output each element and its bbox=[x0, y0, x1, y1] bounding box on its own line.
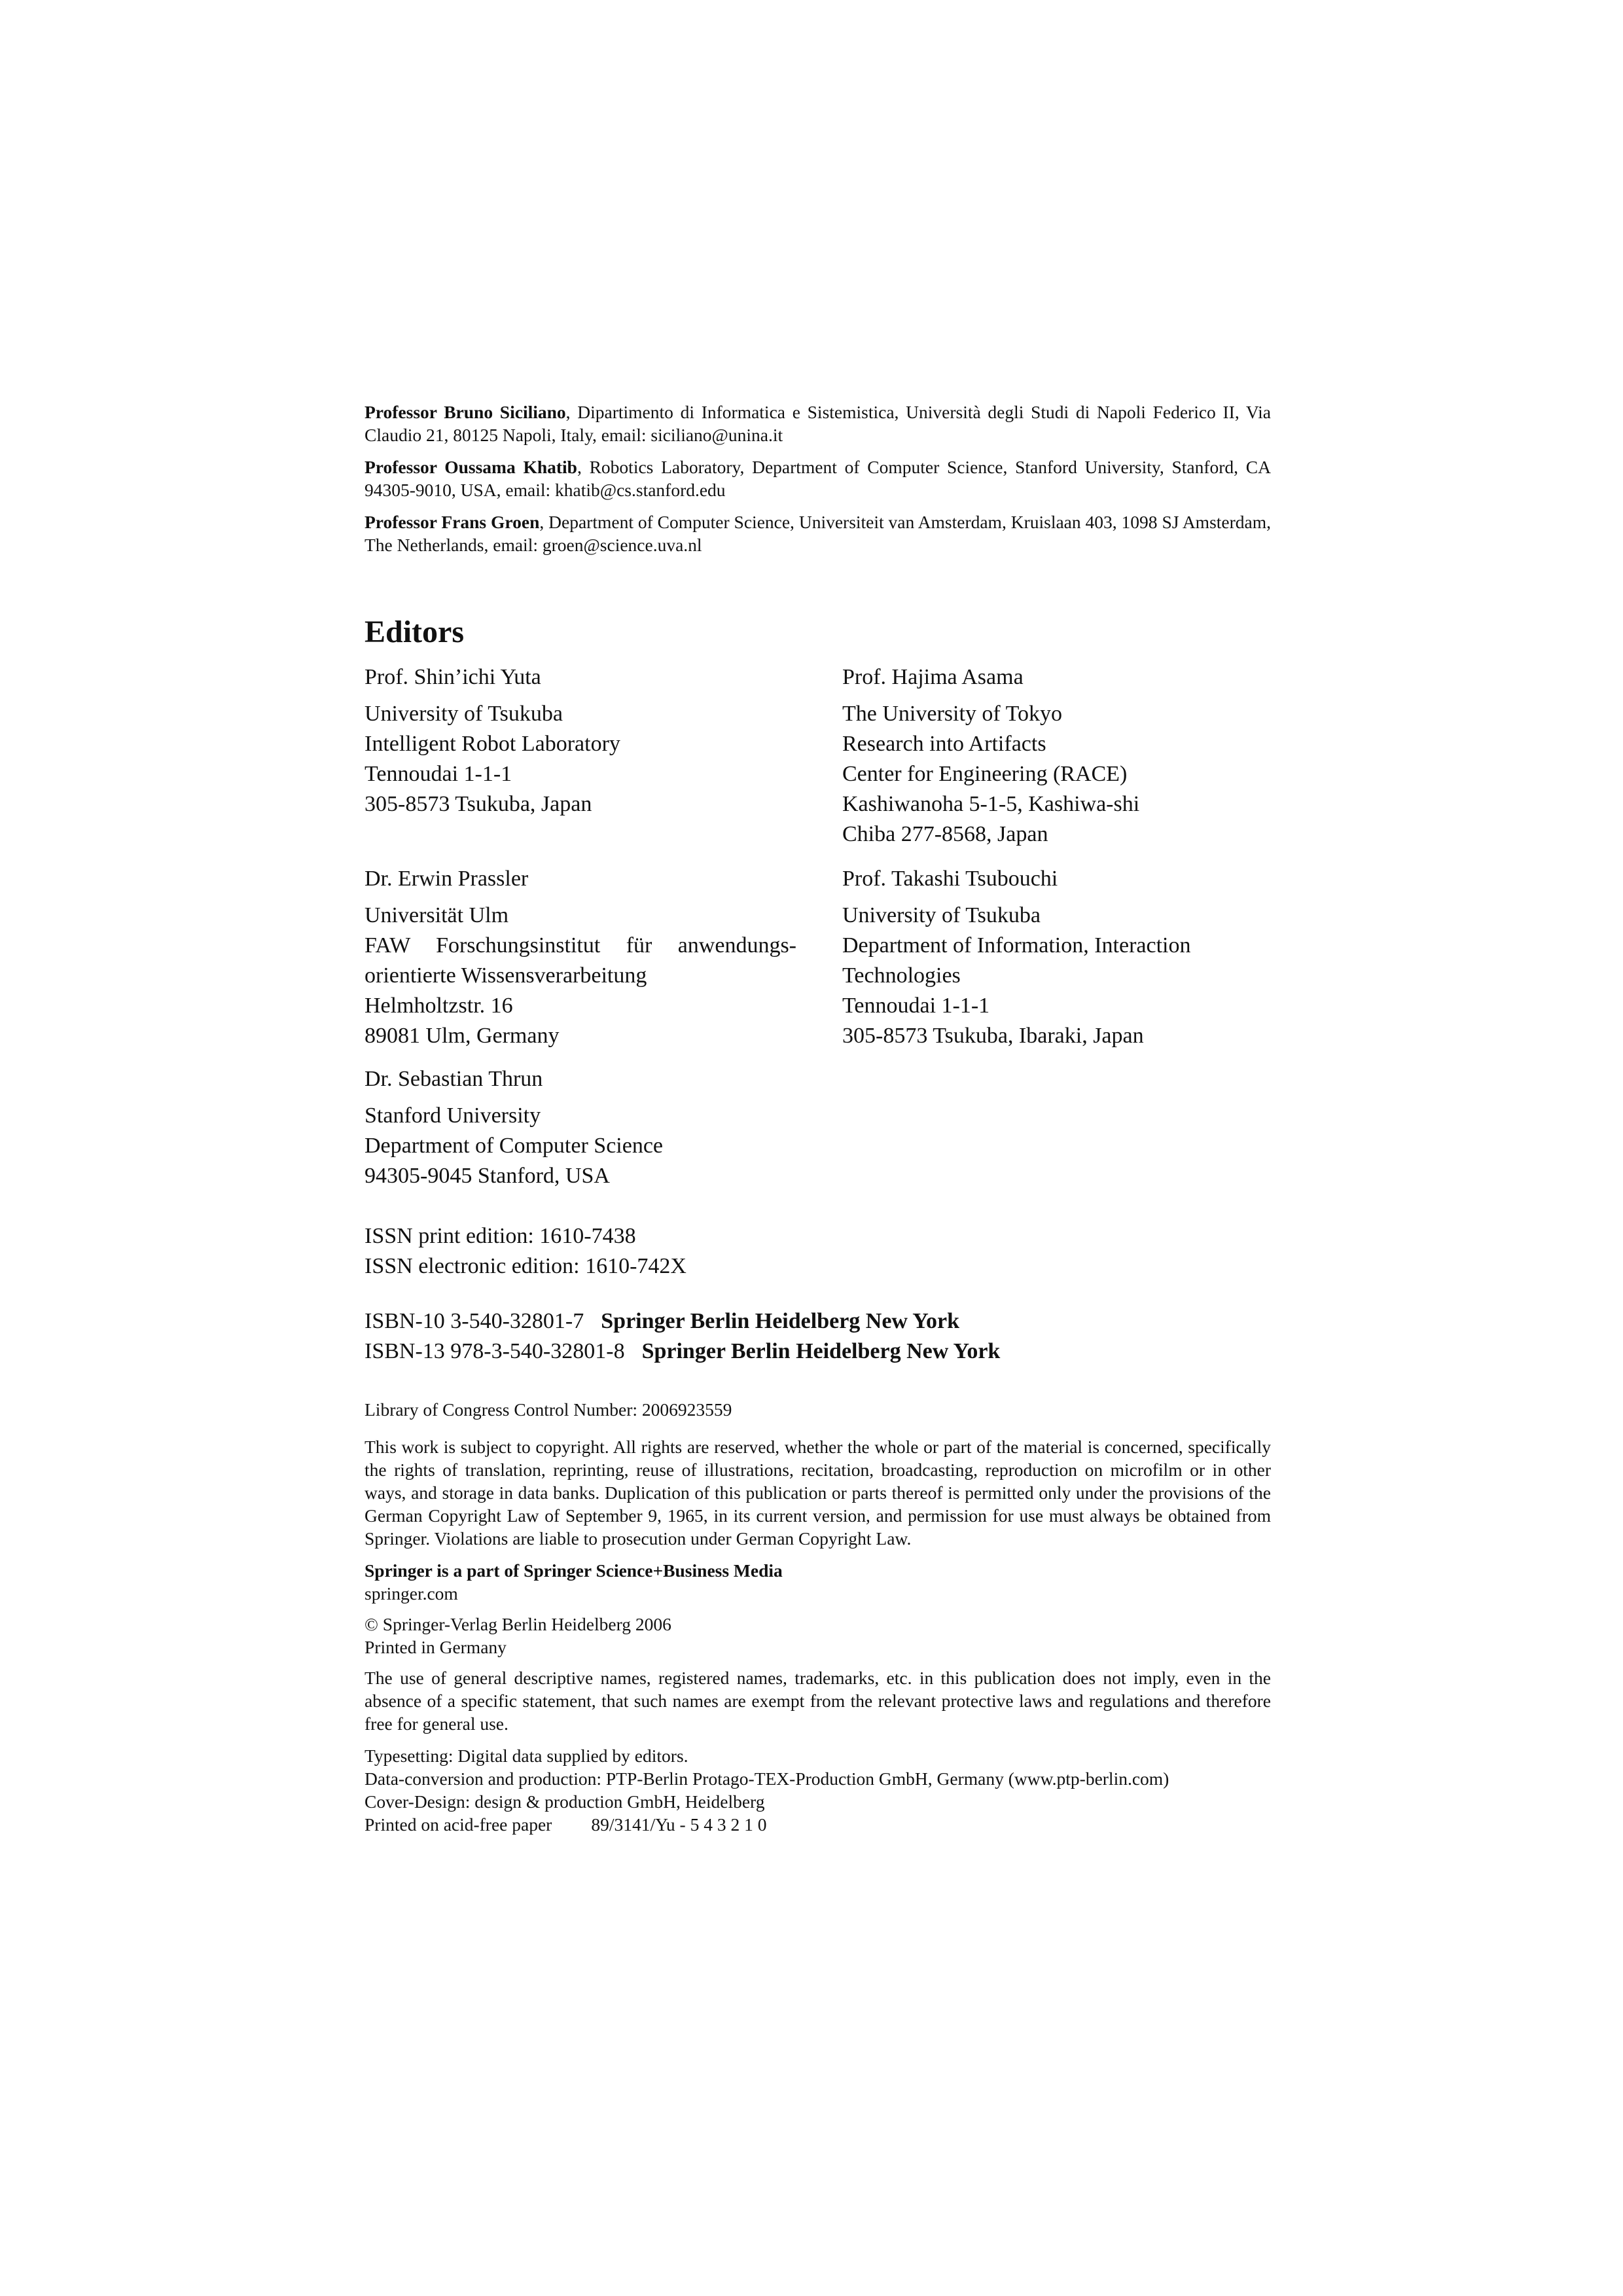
editor-address-line: Chiba 277-8568, Japan bbox=[842, 822, 1048, 846]
editor-address-line: FAW Forschungsinstitut für anwendungs- bbox=[365, 933, 796, 958]
editor-entry bbox=[842, 864, 1274, 1051]
issn-electronic: ISSN electronic edition: 1610-742X bbox=[365, 1254, 687, 1278]
editor-address-line: Center for Engineering (RACE) bbox=[842, 762, 1128, 786]
series-editor-details: , Department of Computer Science, Universiteit van Amsterdam, Kruislaan 403, 1098 SJ Amsterdam, The Netherlands, email: groen@science.uva.nl bbox=[365, 512, 1271, 555]
editor-address-line: Department of Information, Interaction bbox=[842, 933, 1191, 958]
editors-heading: Editors bbox=[365, 615, 465, 649]
series-editor-details: , Robotics Laboratory, Department of Computer Science, Stanford University, Stanford, CA 94305-9010, USA, email: khatib@cs.stanford.edu bbox=[365, 457, 1271, 500]
editor-entry bbox=[365, 864, 796, 1051]
series-editor-details: , Dipartimento di Informatica e Sistemistica, Università degli Studi di Napoli Federico II, Via Claudio 21, 80125 Napoli, Italy, email: siciliano@unina.it bbox=[365, 402, 1271, 445]
isbn-number: ISBN-13 978-3-540-32801-8 bbox=[365, 1339, 625, 1363]
cover-design: Cover-Design: design & production GmbH, Heidelberg bbox=[365, 1791, 765, 1812]
copyright-notice: This work is subject to copyright. All rights are reserved, whether the whole or part of the material is concerned, specifically the rights of translation, reprinting, reuse of illustrations, recitation, broadcasting, reproduction on microfilm or in other ways, and storage in data banks. Duplication of this publication or parts thereof is permitted only under the provisions of the German Copyright Law of September 9, 1965, in its current version, and permission for use must always be obtained from Springer. Violations are liable to prosecution under German Copyright Law. bbox=[365, 1437, 1271, 1549]
series-editor-name: Professor Frans Groen bbox=[365, 512, 540, 532]
editor-address-line: Stanford University bbox=[365, 1103, 541, 1128]
editor-entry bbox=[842, 662, 1274, 850]
typesetting: Typesetting: Digital data supplied by editors. bbox=[365, 1746, 688, 1766]
editor-address-line: 305-8573 Tsukuba, Ibaraki, Japan bbox=[842, 1024, 1144, 1048]
editor-address-line: Department of Computer Science bbox=[365, 1134, 664, 1158]
editor-name: Dr. Erwin Prassler bbox=[365, 867, 529, 891]
editor-address-line: 305-8573 Tsukuba, Japan bbox=[365, 792, 592, 816]
library-of-congress: Library of Congress Control Number: 2006923559 bbox=[365, 1399, 732, 1420]
copyright-line: © Springer-Verlag Berlin Heidelberg 2006 bbox=[365, 1614, 671, 1634]
legal-notices bbox=[365, 1398, 1271, 1845]
issn-print: ISSN print edition: 1610-7438 bbox=[365, 1224, 636, 1248]
series-editor-entry bbox=[365, 456, 1271, 501]
series-editor-entry bbox=[365, 401, 1271, 446]
print-code: 89/3141/Yu - 5 4 3 2 1 0 bbox=[591, 1814, 767, 1835]
editor-address-line: Kashiwanoha 5-1-5, Kashiwa-shi bbox=[842, 792, 1140, 816]
printed-in: Printed in Germany bbox=[365, 1637, 507, 1657]
paper-row bbox=[365, 1813, 1271, 1836]
isbn-info bbox=[365, 1306, 1000, 1367]
paper-info: Printed on acid-free paper bbox=[365, 1814, 552, 1835]
issn-info bbox=[365, 1221, 687, 1282]
editor-address-line: Intelligent Robot Laboratory bbox=[365, 732, 620, 756]
series-editor-name: Professor Bruno Siciliano bbox=[365, 402, 566, 422]
data-conversion: Data-conversion and production: PTP-Berlin Protago-TEX-Production GmbH, Germany (www.ptp-berlin.com) bbox=[365, 1768, 1169, 1789]
editor-address-line: Research into Artifacts bbox=[842, 732, 1046, 756]
editor-address-line: orientierte Wissensverarbeitung bbox=[365, 963, 647, 988]
editor-address-line: 94305-9045 Stanford, USA bbox=[365, 1164, 610, 1188]
editor-entry bbox=[365, 1064, 796, 1191]
copyright-info bbox=[365, 1613, 1271, 1659]
isbn-number: ISBN-10 3-540-32801-7 bbox=[365, 1309, 584, 1333]
editor-address-line: Tennoudai 1-1-1 bbox=[365, 762, 512, 786]
editor-address-line: The University of Tokyo bbox=[842, 702, 1062, 726]
editor-address-line: University of Tsukuba bbox=[842, 903, 1041, 927]
editor-name: Prof. Shin’ichi Yuta bbox=[365, 665, 541, 689]
copyright-page bbox=[365, 0, 1271, 2296]
editor-address-line: University of Tsukuba bbox=[365, 702, 563, 726]
springer-info bbox=[365, 1559, 1271, 1605]
editor-entry bbox=[365, 662, 796, 819]
editor-address-line: 89081 Ulm, Germany bbox=[365, 1024, 560, 1048]
production-info bbox=[365, 1744, 1271, 1836]
isbn-row bbox=[365, 1336, 1000, 1367]
series-editor-entry bbox=[365, 511, 1271, 556]
series-editors bbox=[365, 401, 1271, 565]
editor-name: Prof. Hajima Asama bbox=[842, 665, 1024, 689]
springer-statement: Springer is a part of Springer Science+Business Media bbox=[365, 1560, 783, 1581]
editor-address-line: Universität Ulm bbox=[365, 903, 509, 927]
springer-url: springer.com bbox=[365, 1583, 458, 1604]
isbn-publisher: Springer Berlin Heidelberg New York bbox=[601, 1309, 960, 1333]
editor-address-line: Helmholtzstr. 16 bbox=[365, 994, 513, 1018]
editor-address-line: Technologies bbox=[842, 963, 961, 988]
isbn-publisher: Springer Berlin Heidelberg New York bbox=[641, 1339, 1001, 1363]
editor-address-line: Tennoudai 1-1-1 bbox=[842, 994, 990, 1018]
series-editor-name: Professor Oussama Khatib bbox=[365, 457, 577, 477]
isbn-row bbox=[365, 1306, 1000, 1336]
trademark-notice: The use of general descriptive names, registered names, trademarks, etc. in this publication does not imply, even in the absence of a specific statement, that such names are exempt from the relevant protective laws and regulations and therefore free for general use. bbox=[365, 1668, 1271, 1734]
editor-name: Prof. Takashi Tsubouchi bbox=[842, 867, 1058, 891]
editor-name: Dr. Sebastian Thrun bbox=[365, 1067, 543, 1091]
